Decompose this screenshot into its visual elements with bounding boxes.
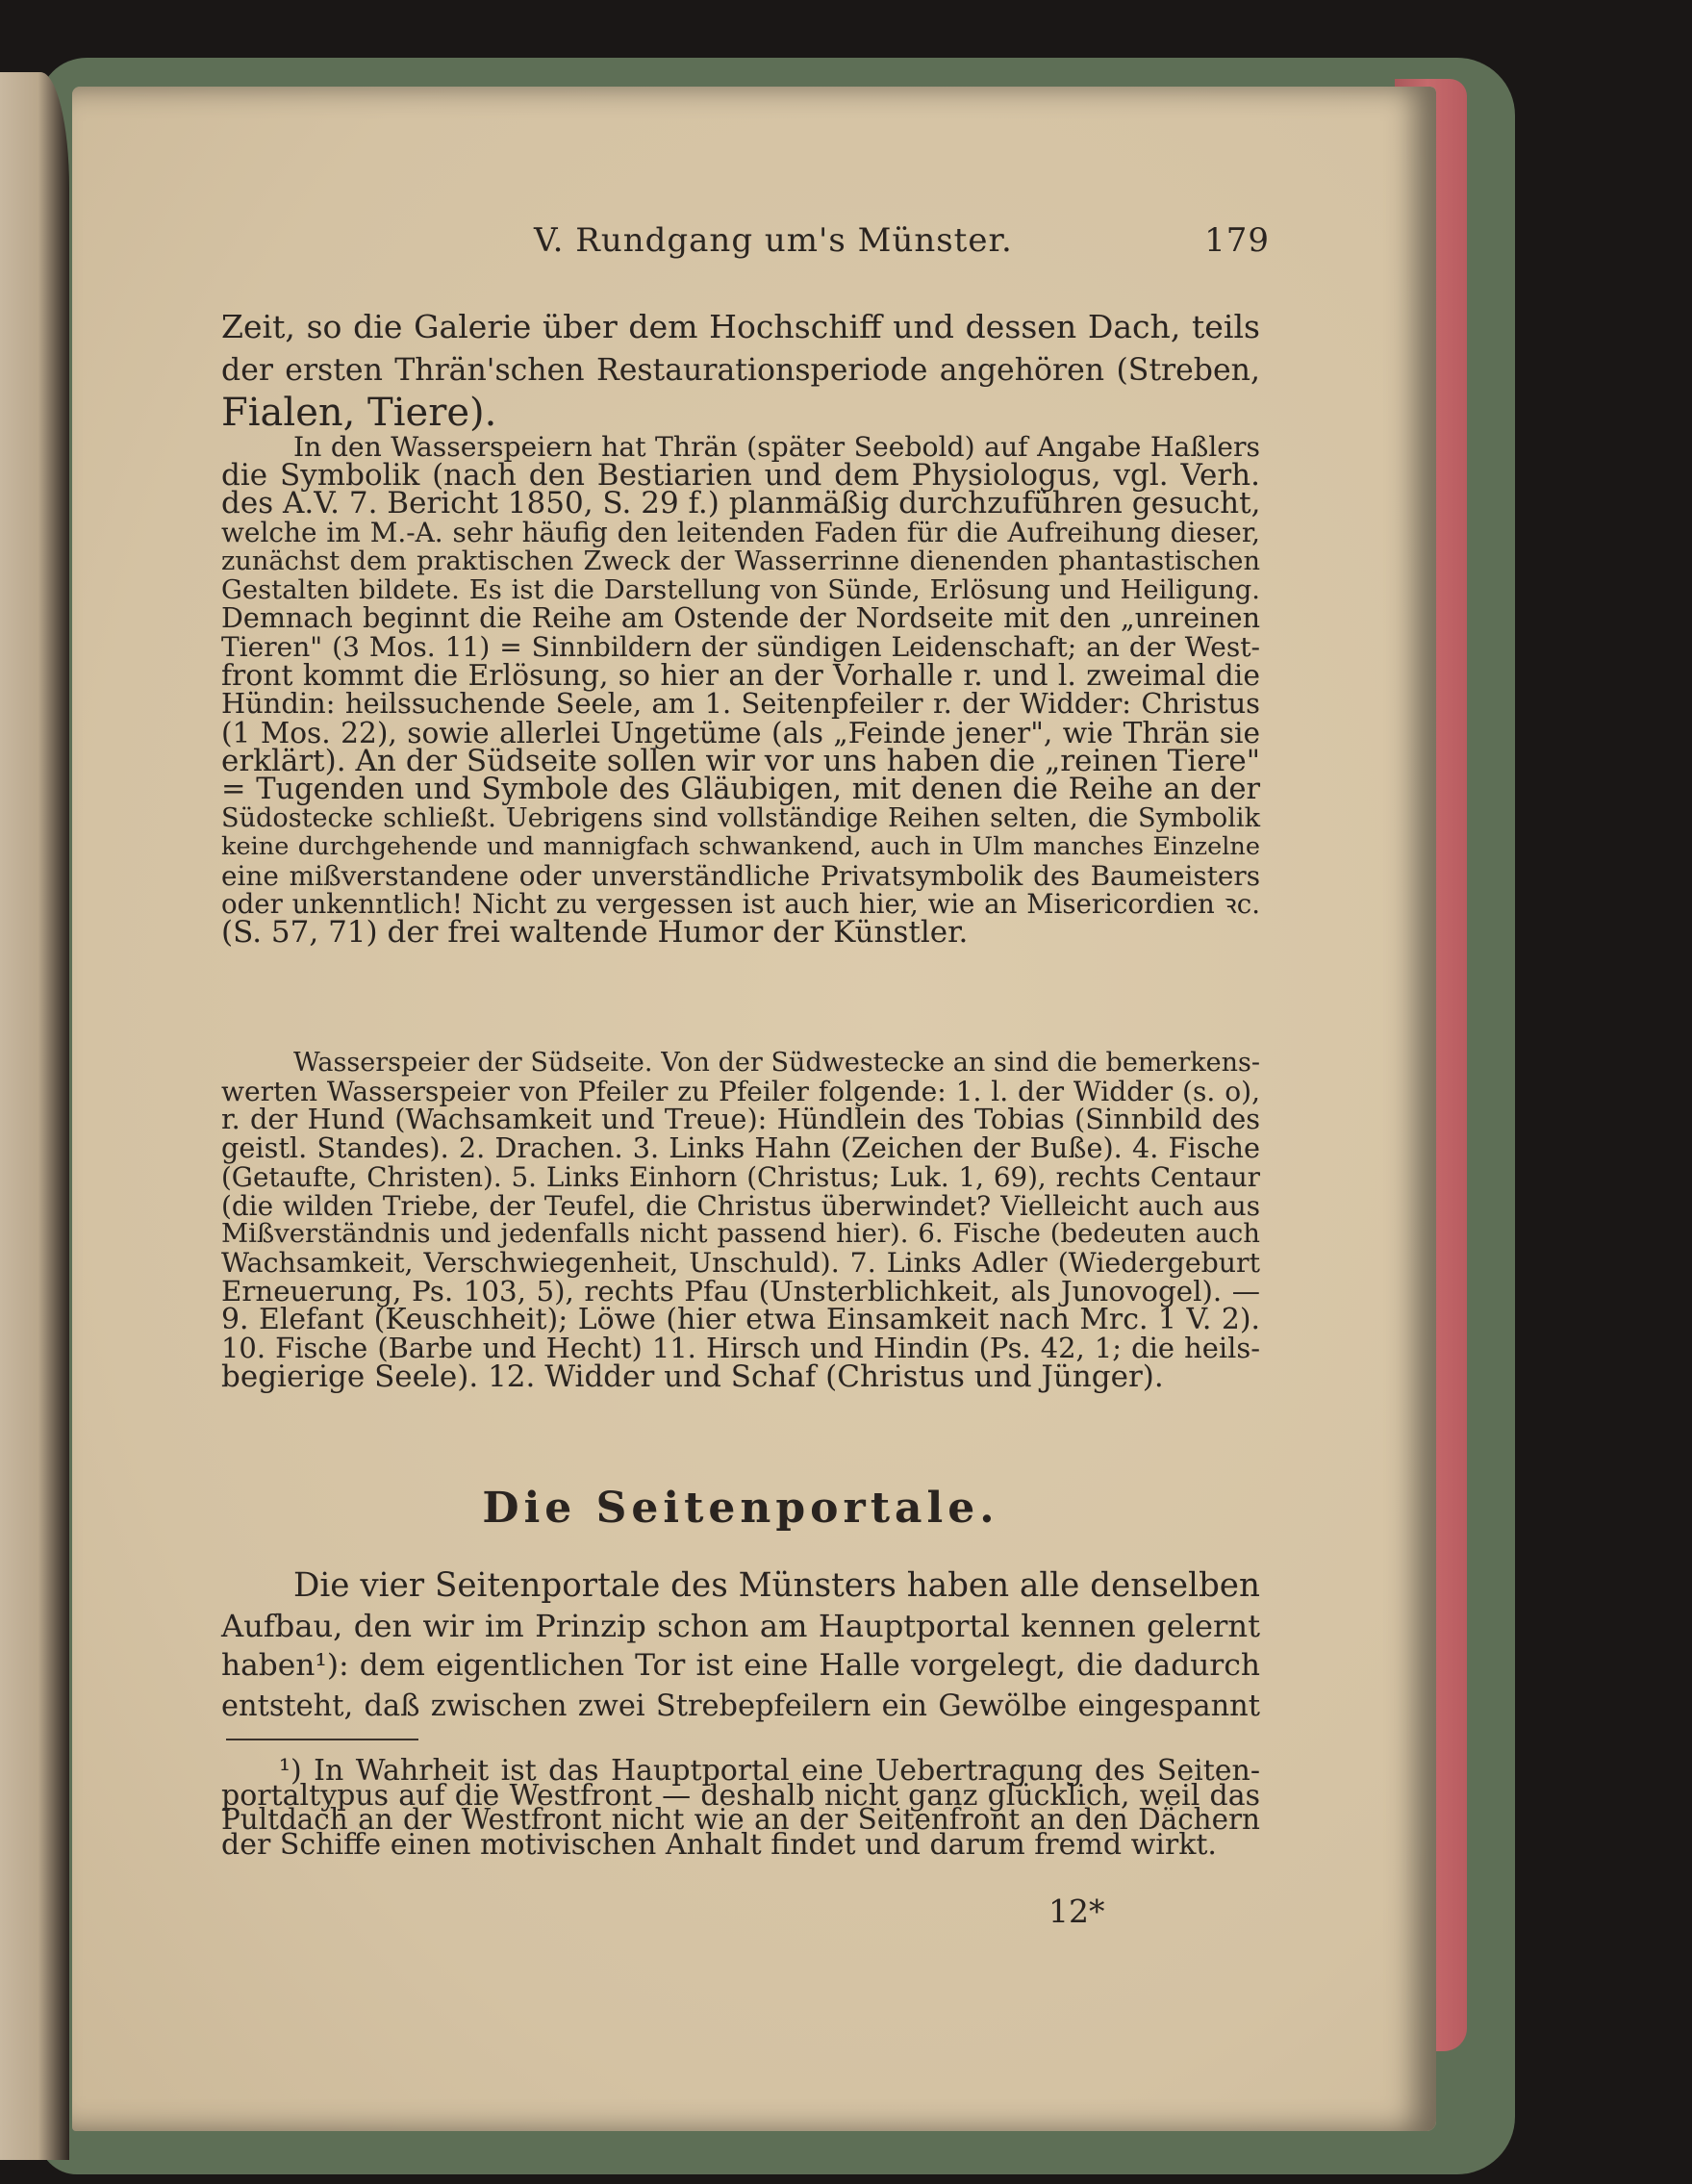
text-line: = Tugenden und Symbole des Gläubigen, mit denen die Reihe an der bbox=[221, 773, 1260, 807]
signature-mark: 12* bbox=[1048, 1892, 1105, 1930]
text-line: (die wilden Triebe, der Teufel, die Christus überwindet? Vielleicht auch aus bbox=[221, 1189, 1260, 1222]
footnote-rule bbox=[226, 1739, 418, 1740]
text-line: (Getaufte, Christen). 5. Links Einhorn (Christus; Luk. 1, 69), rechts Centaur bbox=[221, 1160, 1260, 1193]
text-line: Tieren" (3 Mos. 11) = Sinnbildern der sündigen Leidenschaft; an der West- bbox=[221, 630, 1260, 663]
text-line: r. der Hund (Wachsamkeit und Treue): Hündlein des Tobias (Sinnbild des bbox=[221, 1103, 1260, 1136]
footnote bbox=[221, 1754, 1260, 1862]
left-page-edge bbox=[0, 72, 69, 2160]
text-line: Wachsamkeit, Verschwiegenheit, Unschuld). 7. Links Adler (Wiedergeburt bbox=[221, 1246, 1260, 1279]
text-line: In den Wasserspeiern hat Thrän (später Seebold) auf Angabe Haßlers bbox=[293, 431, 1260, 463]
text-line: begierige Seele). 12. Widder und Schaf (Christus und Jünger). bbox=[221, 1359, 1164, 1394]
text-line: eine mißverstandene oder unverständliche Privatsymbolik des Baumeisters bbox=[221, 859, 1260, 892]
text-line: (1 Mos. 22), sowie allerlei Ungetüme (als „Feinde jener", wie Thrän sie bbox=[221, 716, 1260, 750]
text-line: Hündin: heilssuchende Seele, am 1. Seitenpfeiler r. der Widder: Christus bbox=[221, 687, 1260, 721]
running-header bbox=[207, 221, 1270, 260]
text-line: welche im M.-A. sehr häufig den leitenden Faden für die Aufreihung dieser, bbox=[221, 517, 1260, 549]
south-side-paragraph bbox=[221, 1048, 1260, 1394]
text-line: entsteht, daß zwischen zwei Strebepfeilern ein Gewölbe eingespannt bbox=[221, 1689, 1260, 1723]
gargoyles-paragraph bbox=[221, 433, 1260, 948]
text-line: die Symbolik (nach den Bestiarien und dem Physiologus, vgl. Verh. bbox=[221, 457, 1260, 493]
text-line: der Schiffe einen motivischen Anhalt findet und darum fremd wirkt. bbox=[221, 1827, 1217, 1862]
text-line: werten Wasserspeier von Pfeiler zu Pfeiler folgende: 1. l. der Widder (s. o), bbox=[221, 1075, 1260, 1107]
text-line: (S. 57, 71) der frei waltende Humor der Künstler. bbox=[221, 914, 969, 950]
text-line: 9. Elefant (Keuschheit); Löwe (hier etwa Einsamkeit nach Mrc. 1 V. 2). bbox=[221, 1303, 1260, 1337]
page-number: 179 bbox=[1204, 221, 1270, 260]
top-paragraph bbox=[221, 306, 1260, 435]
portals-paragraph bbox=[221, 1566, 1260, 1726]
text-line: der ersten Thrän'schen Restaurationsperiode angehören (Streben, bbox=[221, 352, 1260, 388]
text-line: haben¹): dem eigentlichen Tor ist eine Halle vorgelegt, die dadurch bbox=[221, 1648, 1260, 1683]
text-line: Südostecke schließt. Uebrigens sind vollständige Reihen selten, die Symbolik bbox=[221, 803, 1260, 834]
text-line: erklärt). An der Südseite sollen wir vor uns haben die „reinen Tiere" bbox=[221, 743, 1260, 778]
text-line: ¹) In Wahrheit ist das Hauptportal eine Uebertragung des Seiten- bbox=[279, 1754, 1260, 1788]
text-line: Erneuerung, Ps. 103, 5), rechts Pfau (Unsterblichkeit, als Junovogel). — bbox=[221, 1274, 1260, 1308]
text-line: portaltypus auf die Westfront — deshalb nicht ganz glücklich, weil das bbox=[221, 1778, 1260, 1813]
text-line: Zeit, so die Galerie über dem Hochschiff und dessen Dach, teils bbox=[221, 308, 1260, 345]
text-line: keine durchgehende und mannigfach schwankend, auch in Ulm manches Einzelne bbox=[221, 831, 1260, 861]
text-line: Demnach beginnt die Reihe am Ostende der Nordseite mit den „unreinen bbox=[221, 601, 1260, 635]
chapter-title: V. Rundgang um's Münster. bbox=[534, 221, 1013, 260]
text-line: Aufbau, den wir im Prinzip schon am Hauptportal kennen gelernt bbox=[221, 1607, 1260, 1644]
text-line: zunächst dem praktischen Zweck der Wasserrinne dienenden phantastischen bbox=[221, 546, 1260, 576]
text-line: Pultdach an der Westfront nicht wie an der Seitenfront an den Dächern bbox=[221, 1803, 1260, 1836]
text-line: 10. Fische (Barbe und Hecht) 11. Hirsch und Hindin (Ps. 42, 1; die heils- bbox=[221, 1332, 1260, 1365]
text-line: Gestalten bildete. Es ist die Darstellung von Sünde, Erlösung und Heiligung. bbox=[221, 574, 1260, 605]
text-line: geistl. Standes). 2. Drachen. 3. Links Hahn (Zeichen der Buße). 4. Fische bbox=[221, 1131, 1260, 1165]
text-line: Fialen, Tiere). bbox=[221, 391, 497, 435]
text-line: front kommt die Erlösung, so hier an der Vorhalle r. und l. zweimal die bbox=[221, 658, 1260, 693]
text-line: oder unkenntlich! Nicht zu vergessen ist auch hier, wie an Misericordien ꝛc. bbox=[221, 888, 1260, 921]
text-line: Wasserspeier der Südseite. Von der Südwestecke an sind die bemerkens- bbox=[293, 1048, 1260, 1078]
text-line: des A.V. 7. Bericht 1850, S. 29 f.) planmäßig durchzuführen gesucht, bbox=[221, 486, 1261, 521]
text-line: Die vier Seitenportale des Münsters haben alle denselben bbox=[293, 1566, 1260, 1605]
section-heading: Die Seitenportale. bbox=[482, 1484, 999, 1533]
text-line: Mißverständnis und jedenfalls nicht passend hier). 6. Fische (bedeuten auch bbox=[221, 1218, 1260, 1250]
